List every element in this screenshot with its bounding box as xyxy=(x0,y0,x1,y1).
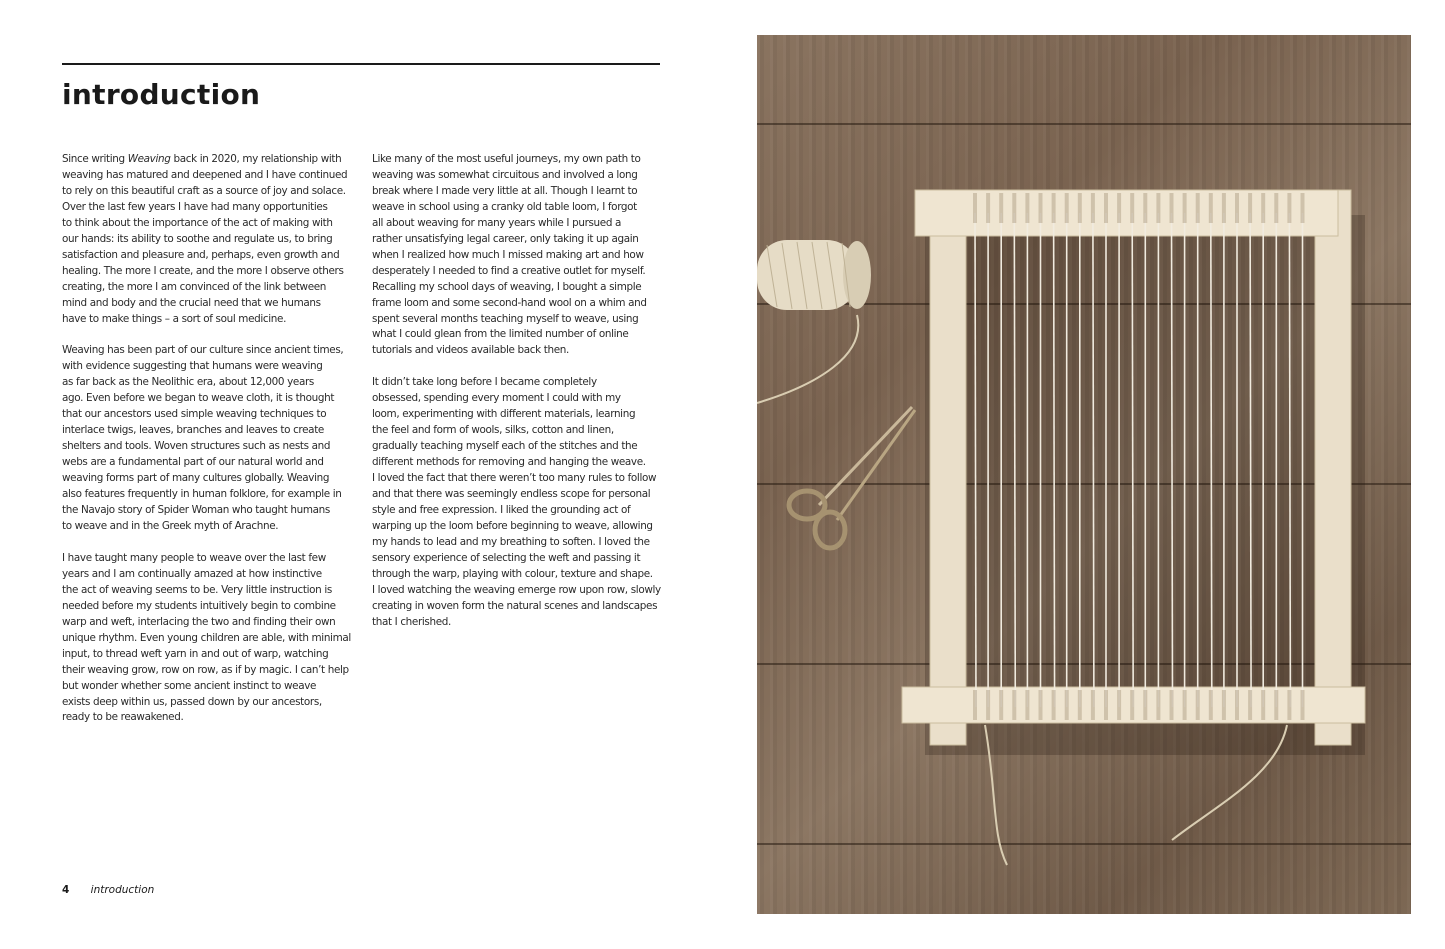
text-line: break where I made very little at all. Though I learnt to xyxy=(372,184,638,197)
warp-thread xyxy=(1211,213,1212,707)
text-line: interlace twigs, leaves, branches and leaves to create xyxy=(62,424,324,437)
loom-notch xyxy=(1091,193,1095,223)
text-line: also features frequently in human folklore, for example in xyxy=(62,488,342,501)
text-line: obsessed, spending every moment I could with my xyxy=(372,392,621,405)
text-line: I loved watching the weaving emerge row upon row, slowly xyxy=(372,583,661,596)
text-line: healing. The more I create, and the more I observe others xyxy=(62,264,344,277)
text-line: creating, the more I am convinced of the link between xyxy=(62,280,327,293)
text-line: It didn’t take long before I became completely xyxy=(372,376,597,389)
text-line: creating in woven form the natural scenes and landscapes xyxy=(372,599,658,612)
text-line: but wonder whether some ancient instinct to weave xyxy=(62,679,317,692)
page-title: introduction xyxy=(62,78,261,111)
text-line: what I could glean from the limited number of online xyxy=(372,328,629,341)
text-line: to rely on this beautiful craft as a source of joy and solace. xyxy=(62,184,346,197)
text-line: that our ancestors used simple weaving techniques to xyxy=(62,408,327,421)
text-line: through the warp, playing with colour, texture and shape. xyxy=(372,567,653,580)
loom-notch xyxy=(1104,193,1108,223)
text-line: gradually teaching myself each of the stitches and the xyxy=(372,440,638,453)
loom-notch xyxy=(1287,193,1291,223)
loom-notch xyxy=(1012,690,1016,720)
loom-notch xyxy=(986,193,990,223)
text-line: the Navajo story of Spider Woman who taught humans xyxy=(62,504,330,517)
text-line: weaving was somewhat circuitous and involved a long xyxy=(372,168,638,181)
text-line: mind and body and the crucial need that we humans xyxy=(62,296,321,309)
text-line: as far back as the Neolithic era, about 12,000 years xyxy=(62,376,314,389)
warp-thread xyxy=(1289,213,1290,707)
right-paragraph xyxy=(372,152,664,359)
loom-notch xyxy=(1235,690,1239,720)
warp-thread xyxy=(1014,213,1015,707)
loom-notch xyxy=(999,193,1003,223)
loom-notch xyxy=(1235,193,1239,223)
loom-notch xyxy=(1209,690,1213,720)
loom-notch xyxy=(1196,193,1200,223)
loom-notch xyxy=(1248,193,1252,223)
text-line: with evidence suggesting that humans were weaving xyxy=(62,360,323,373)
right-paragraph xyxy=(372,375,664,630)
loom-illustration xyxy=(757,35,1411,914)
loom-notch xyxy=(1156,690,1160,720)
warp-thread xyxy=(1132,213,1133,707)
text-line: our hands: its ability to soothe and regulate us, to bring xyxy=(62,232,333,245)
loom-notch xyxy=(1130,193,1134,223)
text-line: different methods for removing and hanging the weave. xyxy=(372,456,646,469)
text-line: their weaving grow, row on row, as if by magic. I can’t help xyxy=(62,663,349,676)
text-line: weave in school using a cranky old table loom, I forgot xyxy=(372,200,637,213)
warp-thread xyxy=(975,213,976,707)
loom-notch xyxy=(999,690,1003,720)
text-line: ago. Even before we began to weave cloth, it is thought xyxy=(62,392,335,405)
text-line: when I realized how much I missed making art and how xyxy=(372,248,644,261)
loom-notch xyxy=(1052,193,1056,223)
loom-notch xyxy=(1039,690,1043,720)
text-line: sensory experience of selecting the weft and passing it xyxy=(372,551,641,564)
loom-notch xyxy=(1039,193,1043,223)
text-line: unique rhythm. Even young children are able, with minimal xyxy=(62,631,351,644)
loom-photo xyxy=(757,35,1411,914)
loom-notch xyxy=(1183,193,1187,223)
loom-notch xyxy=(1078,690,1082,720)
loom-notch xyxy=(1301,193,1305,223)
loom-notch xyxy=(1301,690,1305,720)
text-line: the feel and form of wools, silks, cotton and linen, xyxy=(372,424,614,437)
loom-notch xyxy=(1143,193,1147,223)
text-line: and that there was seemingly endless scope for personal xyxy=(372,488,651,501)
loom-notch xyxy=(1196,690,1200,720)
text-line: have to make things – a sort of soul medicine. xyxy=(62,312,287,325)
loom-notch xyxy=(1156,193,1160,223)
text-line: Like many of the most useful journeys, my own path to xyxy=(372,153,641,165)
loom-notch xyxy=(1143,690,1147,720)
loom-notch xyxy=(1222,193,1226,223)
loom-notch xyxy=(1170,690,1174,720)
text-line: style and free expression. I liked the grounding act of xyxy=(372,504,631,517)
text-line: webs are a fundamental part of our natural world and xyxy=(62,456,324,469)
loom-notch xyxy=(973,690,977,720)
text-line: spent several months teaching myself to weave, using xyxy=(372,312,639,325)
loom-notch xyxy=(1274,690,1278,720)
loom-notch xyxy=(1052,690,1056,720)
loom-notch xyxy=(1261,193,1265,223)
running-section: introduction xyxy=(90,884,155,896)
text-line: years and I am continually amazed at how instinctive xyxy=(62,567,322,580)
loom-notch xyxy=(986,690,990,720)
warp-thread xyxy=(1172,213,1173,707)
loom-notch xyxy=(1274,193,1278,223)
text-line: desperately I needed to find a creative outlet for myself. xyxy=(372,264,646,277)
loom-notch xyxy=(1170,193,1174,223)
text-line: that I cherished. xyxy=(372,615,451,628)
text-line: shelters and tools. Woven structures such as nests and xyxy=(62,440,331,453)
text-line: input, to thread weft yarn in and out of warp, watching xyxy=(62,647,329,660)
text-line: my hands to lead and my breathing to soften. I loved the xyxy=(372,535,650,548)
loom-notch xyxy=(1248,690,1252,720)
text-line: all about weaving for many years while I pursued a xyxy=(372,216,622,229)
text-line: needed before my students intuitively begin to combine xyxy=(62,599,336,612)
text-line: Weaving has been part of our culture since ancient times, xyxy=(62,344,344,357)
text-line: to weave and in the Greek myth of Arachne. xyxy=(62,519,279,532)
text-line: weaving forms part of many cultures globally. Weaving xyxy=(62,472,330,485)
left-paragraph xyxy=(62,152,354,327)
page-number: 4 xyxy=(62,884,70,896)
text-column-right xyxy=(372,152,664,647)
twine-spool-icon xyxy=(757,240,871,403)
text-line: I loved the fact that there weren’t too many rules to follow xyxy=(372,472,657,485)
loom-notch xyxy=(1287,690,1291,720)
loom-notch xyxy=(1091,690,1095,720)
loom-notch xyxy=(1104,690,1108,720)
loom-notch xyxy=(1025,193,1029,223)
loom-notch xyxy=(1209,193,1213,223)
loom-notch xyxy=(1183,690,1187,720)
loom-notch xyxy=(1117,690,1121,720)
loom-notch xyxy=(1222,690,1226,720)
text-line: ready to be reawakened. xyxy=(62,711,184,724)
warp-thread xyxy=(1093,213,1094,707)
loom-notch xyxy=(1025,690,1029,720)
text-line: the act of weaving seems to be. Very little instruction is xyxy=(62,583,332,596)
text-line: I have taught many people to weave over the last few xyxy=(62,551,326,564)
text-line: to think about the importance of the act of making with xyxy=(62,216,333,229)
warp-thread xyxy=(1250,213,1251,707)
text-line: satisfaction and pleasure and, perhaps, even growth and xyxy=(62,248,340,261)
page-footer xyxy=(62,884,154,896)
loom-notch xyxy=(1130,690,1134,720)
loom-notch xyxy=(973,193,977,223)
loom-notch xyxy=(1065,193,1069,223)
text-line: rather unsatisfying legal career, only taking it up again xyxy=(372,232,639,245)
loom-notch xyxy=(1012,193,1016,223)
loom-notch xyxy=(1078,193,1082,223)
text-line: Recalling my school days of weaving, I bought a simple xyxy=(372,280,642,293)
left-paragraph xyxy=(62,343,354,534)
loom-notch xyxy=(1261,690,1265,720)
text-line: frame loom and some second-hand wool on a whim and xyxy=(372,296,647,309)
warp-thread xyxy=(1054,213,1055,707)
text-line: warping up the loom before beginning to weave, allowing xyxy=(372,519,653,532)
text-line: warp and weft, interlacing the two and finding their own xyxy=(62,615,336,628)
header-rule xyxy=(62,63,660,65)
loom-notch xyxy=(1065,690,1069,720)
text-line: loom, experimenting with different materials, learning xyxy=(372,408,636,421)
text-line: tutorials and videos available back then. xyxy=(372,344,569,357)
text-line: exists deep within us, passed down by our ancestors, xyxy=(62,695,322,708)
loom-notch xyxy=(1117,193,1121,223)
left-paragraph xyxy=(62,551,354,726)
text-line: weaving has matured and deepened and I have continued xyxy=(62,168,348,181)
text-column-left xyxy=(62,152,354,742)
scissors-icon xyxy=(789,407,915,548)
text-line: Over the last few years I have had many opportunities xyxy=(62,200,328,213)
text-line: Since writing Weaving back in 2020, my relationship with xyxy=(62,153,342,165)
